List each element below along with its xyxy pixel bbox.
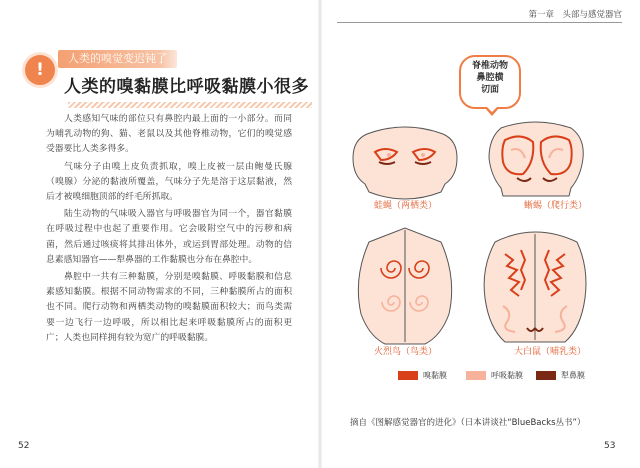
page-number-right: 53	[604, 441, 616, 451]
legend-item	[536, 370, 585, 381]
paragraph: 气味分子由嗅上皮负责抓取，嗅上皮被一层由鲍曼氏腺（嗅腺）分泌的黏液所覆盖，气味分子先是溶于这层黏液，然后才被嗅细胞顶部的纤毛所抓取。	[46, 161, 292, 203]
diagram-callout	[459, 55, 521, 109]
legend-item	[466, 370, 523, 381]
caption-bird: 火烈鸟（鸟类）	[374, 347, 438, 357]
legend-item	[398, 370, 447, 381]
lizard-cross-section	[489, 122, 583, 196]
legend-label: 呼吸黏膜	[491, 371, 523, 380]
section-title: 人类的嗅黏膜比呼吸黏膜小很多	[64, 77, 309, 97]
legend-swatch	[466, 371, 486, 380]
legend-swatch	[398, 371, 418, 380]
caption-rat: 大白鼠（哺乳类）	[514, 347, 587, 357]
figure-source: 摘自《图解感觉器官的进化》（日本讲谈社“BlueBacks丛书”）	[350, 418, 586, 428]
callout-pointer	[484, 107, 500, 117]
paragraph: 鼻腔中一共有三种黏膜，分别是嗅黏膜、呼吸黏膜和信息素感知黏膜。根据不同动物需求的不同，三种黏膜所占的面积也不同。爬行动物和两栖类动物的嗅黏膜面积较大；而鸟类需要一边飞行一边呼吸，所以相比起来呼吸黏膜所占的面积更广；人类也同样拥有较为宽广的呼吸黏膜。	[46, 272, 292, 343]
caption-frog: 蛙蝇（两栖类）	[374, 201, 438, 211]
running-head: 第一章 头部与感觉器官	[528, 10, 622, 20]
callout-line: 切面	[480, 85, 499, 95]
section-subtitle: 人类的嗅觉变迟钝了	[58, 50, 177, 68]
legend-swatch	[536, 371, 556, 380]
body-text	[46, 112, 292, 348]
callout-line: 脊椎动物	[471, 61, 508, 71]
paragraph: 陆生动物的气味吸入器官与呼吸器官为同一个，器官黏膜在呼吸过程中也起了重要作用。它会吸附空气中的污秽和病菌，然后通过咳痰将其排出体外，或运到胃部处理。动物的信息素感知器官——犁鼻器的工作黏膜也分布在鼻腔中。	[46, 209, 292, 265]
title-underline-stripe	[68, 102, 312, 108]
callout-line: 鼻腔横	[476, 73, 504, 83]
section-title-block	[22, 46, 309, 108]
legend-label: 犁鼻膜	[561, 371, 585, 380]
legend-label: 嗅黏膜	[423, 371, 447, 380]
paragraph: 人类感知气味的部位只有鼻腔内最上面的一小部分。而同为哺乳动物的狗、猫、老鼠以及其他脊椎动物，它们的嗅觉感受器要比人类多得多。	[46, 114, 292, 155]
rat-cross-section	[484, 232, 586, 342]
frog-cross-section	[353, 127, 457, 199]
header-rule	[337, 22, 622, 23]
exclamation-icon: !	[22, 52, 58, 88]
book-gutter	[318, 0, 322, 468]
page-number-left: 52	[18, 441, 30, 451]
nasal-cross-section-diagram	[345, 118, 595, 358]
flamingo-cross-section	[358, 228, 451, 344]
caption-lizard: 蜥蜴（爬行类）	[524, 201, 588, 211]
